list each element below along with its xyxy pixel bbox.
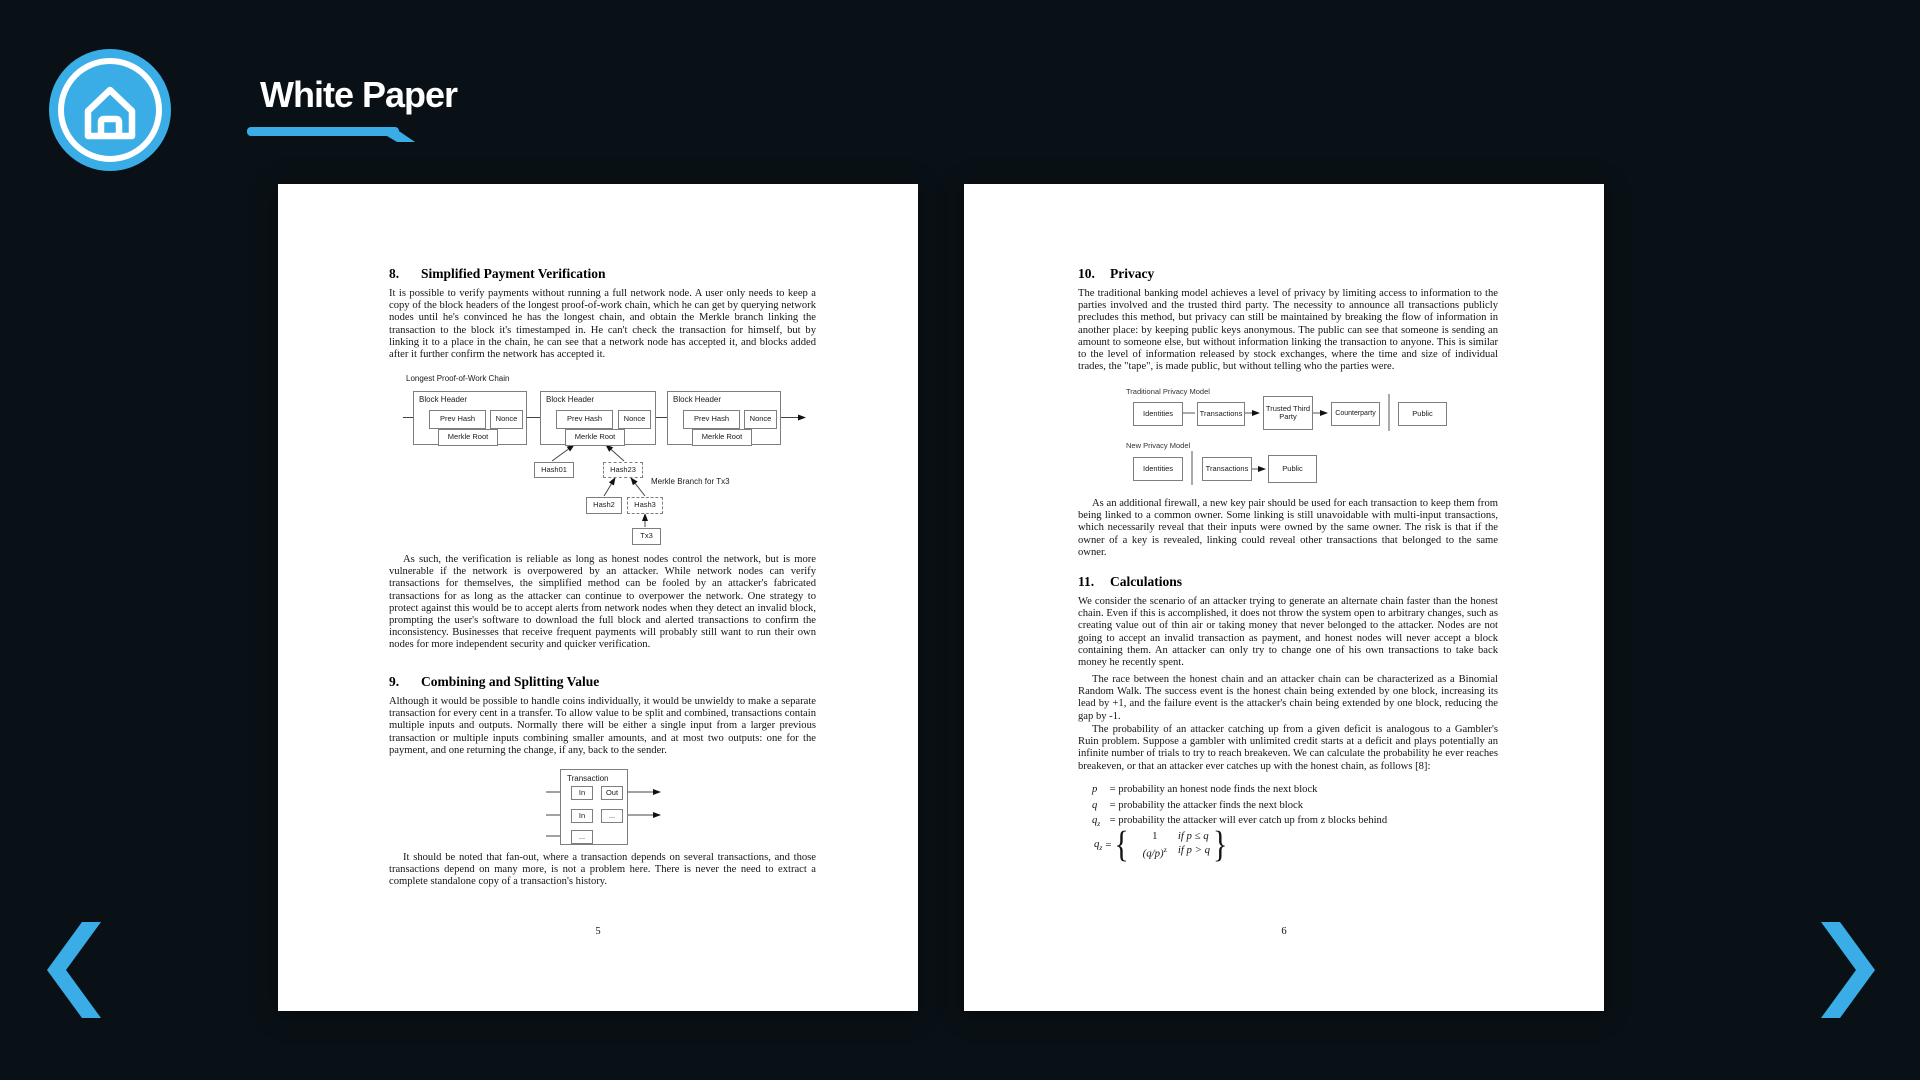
block-header-box bbox=[413, 391, 527, 445]
tx-out-box: Out bbox=[601, 786, 623, 800]
hash3-box: Hash3 bbox=[627, 497, 663, 514]
paragraph: The traditional banking model achieves a level of privacy by limiting access to information to the parties involved and the trusted third party. The necessity to announce all transactions publicly precludes this method, but privacy can still be maintained by breaking the flow of information in another place: by keeping public keys anonymous. The public can see that someone is sending an amount to someone else, but without information linking the transaction to anyone. This is similar to the level of information released by stock exchanges, where the time and size of individual trades, the "tape", is made public, but without telling who the parties were. bbox=[1078, 288, 1498, 373]
hash2-box: Hash2 bbox=[586, 497, 622, 514]
merkle-root-box: Merkle Root bbox=[565, 429, 625, 446]
page-title: White Paper bbox=[260, 74, 458, 115]
block-header-label: Block Header bbox=[673, 395, 722, 404]
block-header-label: Block Header bbox=[546, 395, 595, 404]
paragraph: The race between the honest chain and an attacker chain can be characterized as a Binomial Random Walk. The success event is the honest chain being extended by one block, increasing its lead by +1, and the failure event is the attacker's chain being extended by one block, reducing the gap by -1. bbox=[1078, 674, 1498, 722]
formula-case: $(q/p)^z$ if p > q bbox=[1142, 844, 1211, 860]
prev-hash-box: Prev Hash bbox=[556, 410, 613, 429]
paragraph: We consider the scenario of an attacker trying to generate an alternate chain faster than the honest chain. Even if this is accomplished, it does not throw the system open to arbitrary changes, such as creating value out of thin air or taking money that never belonged to the attacker. Nodes are not going to accept an invalid transaction as payment, and honest nodes will never accept a block containing them. An attacker can only try to change one of his own transactions to take back money he recently spent. bbox=[1078, 596, 1498, 669]
section-title: Combining and Splitting Value bbox=[421, 674, 600, 689]
traditional-privacy-label: Traditional Privacy Model bbox=[1126, 387, 1210, 396]
identities-box: Identities bbox=[1133, 457, 1183, 481]
block-header-label: Block Header bbox=[419, 395, 468, 404]
home-icon bbox=[47, 161, 173, 176]
transaction-label: Transaction bbox=[567, 774, 609, 783]
tx-ellipsis-box: ... bbox=[601, 809, 623, 823]
transaction-diagram bbox=[546, 766, 676, 848]
next-page-button[interactable] bbox=[1820, 922, 1876, 1018]
section-heading-8 bbox=[389, 266, 606, 282]
nonce-box: Nonce bbox=[618, 410, 651, 429]
left-brace: { bbox=[1114, 823, 1129, 865]
tx-ellipsis-box: ... bbox=[571, 830, 593, 844]
new-privacy-label: New Privacy Model bbox=[1126, 441, 1191, 450]
diagram-title: Longest Proof-of-Work Chain bbox=[406, 374, 510, 383]
public-box: Public bbox=[1268, 455, 1317, 483]
title-underline bbox=[247, 126, 419, 151]
paragraph: It is possible to verify payments without running a full network node. A user only needs to keep a copy of the block headers of the longest proof-of-work chain, which he can get by querying network nodes until he's convinced he has the longest chain, and obtain the Merkle branch linking the transaction to the block it's timestamped in. He can't check the transaction for himself, but by linking it to a place in the chain, he can see that a network node has accepted it, and blocks added after it further confirm the network has accepted it. bbox=[389, 288, 816, 361]
section-heading-10 bbox=[1078, 266, 1154, 282]
definition-row: $q_z$ = probability the attacker will ever catch up from z blocks behind bbox=[1092, 815, 1388, 829]
previous-page-button[interactable] bbox=[46, 922, 102, 1018]
definition-row: q = probability the attacker finds the next block bbox=[1092, 799, 1304, 811]
document-page-6 bbox=[964, 184, 1604, 1011]
section-number: 8. bbox=[389, 266, 400, 281]
paragraph: As an additional firewall, a new key pair should be used for each transaction to keep them from being linked to a common owner. Some linking is still unavoidable with multi-input transactions, which necessarily reveal that their inputs were owned by the same owner. The risk is that if the owner of a key is revealed, linking could reveal other transactions that belonged to the same owner. bbox=[1078, 498, 1498, 558]
section-title: Simplified Payment Verification bbox=[421, 266, 606, 281]
paragraph: It should be noted that fan-out, where a transaction depends on several transactions, and those transactions depend on many more, is not a problem here. There is never the need to extract a complete standalone copy of a transaction's history. bbox=[389, 852, 816, 888]
merkle-branch-label: Merkle Branch for Tx3 bbox=[651, 477, 730, 486]
transactions-box: Transactions bbox=[1197, 402, 1245, 426]
tx-in-box: In bbox=[571, 809, 593, 823]
hash01-box: Hash01 bbox=[534, 462, 574, 478]
formula-case: 1 if p ≤ q bbox=[1152, 830, 1209, 843]
paragraph: Although it would be possible to handle coins individually, it would be unwieldy to make a separate transaction for every cent in a transfer. To allow value to be split and combined, transactions contain multiple inputs and outputs. Normally there will be either a single input from a larger previous transaction or multiple inputs combining smaller amounts, and at most two outputs: one for the payment, and one returning the change, if any, back to the sender. bbox=[389, 696, 816, 756]
privacy-models-diagram bbox=[1112, 385, 1457, 489]
block-header-box bbox=[540, 391, 656, 445]
identities-box: Identities bbox=[1133, 402, 1183, 426]
section-number: 11. bbox=[1078, 574, 1095, 589]
paragraph: The probability of an attacker catching up from a given deficit is analogous to a Gambler's Ruin problem. Suppose a gambler with unlimited credit starts at a deficit and plays potentially an infinite number of trials to try to reach breakeven. We can calculate the probability he ever reaches breakeven, or that an attacker ever catches up with the honest chain, as follows [8]: bbox=[1078, 724, 1498, 772]
definition-row: p = probability an honest node finds the next block bbox=[1092, 784, 1318, 795]
section-title: Privacy bbox=[1110, 266, 1155, 281]
tx-in-box: In bbox=[571, 786, 593, 800]
document-page-5 bbox=[278, 184, 918, 1011]
chevron-left-icon bbox=[46, 1006, 102, 1021]
section-heading-11 bbox=[1078, 574, 1182, 590]
merkle-root-box: Merkle Root bbox=[438, 429, 498, 446]
section-number: 10. bbox=[1078, 266, 1095, 281]
right-brace: } bbox=[1213, 823, 1228, 865]
tx3-box: Tx3 bbox=[632, 528, 661, 545]
section-title: Calculations bbox=[1110, 574, 1183, 589]
section-number: 9. bbox=[389, 674, 400, 689]
chevron-right-icon bbox=[1820, 1006, 1876, 1021]
trusted-third-party-box: Trusted Third Party bbox=[1263, 396, 1313, 430]
prev-hash-box: Prev Hash bbox=[429, 410, 486, 429]
block-header-box bbox=[667, 391, 781, 445]
nonce-box: Nonce bbox=[744, 410, 777, 429]
prev-hash-box: Prev Hash bbox=[683, 410, 740, 429]
public-box: Public bbox=[1398, 402, 1447, 426]
hash23-box: Hash23 bbox=[603, 462, 643, 478]
transactions-box: Transactions bbox=[1202, 457, 1252, 481]
page-number: 6 bbox=[1281, 926, 1287, 937]
merkle-root-box: Merkle Root bbox=[692, 429, 752, 446]
paragraph: As such, the verification is reliable as long as honest nodes control the network, but is more vulnerable if the network is overpowered by an attacker. While network nodes can verify transactions for themselves, the simplified method can be fooled by an attacker's fabricated transactions for as long as the attacker can continue to overpower the network. One strategy to protect against this would be to accept alerts from network nodes when they detect an invalid block, prompting the user's software to download the full block and alerted transactions to confirm the inconsistency. Businesses that receive frequent payments will probably still want to run their own nodes for more independent security and quicker verification. bbox=[389, 554, 816, 651]
probability-definitions bbox=[1092, 784, 1387, 831]
page-number: 5 bbox=[595, 926, 601, 937]
catch-up-probability-formula: $q_z$ = { 1 if p ≤ q $(q/p)^z$ if p > q } bbox=[1094, 823, 1228, 865]
home-button[interactable] bbox=[47, 47, 173, 173]
nonce-box: Nonce bbox=[490, 410, 523, 429]
merkle-chain-diagram bbox=[398, 374, 828, 550]
section-heading-9 bbox=[389, 674, 599, 690]
counterparty-box: Counterparty bbox=[1331, 402, 1380, 426]
